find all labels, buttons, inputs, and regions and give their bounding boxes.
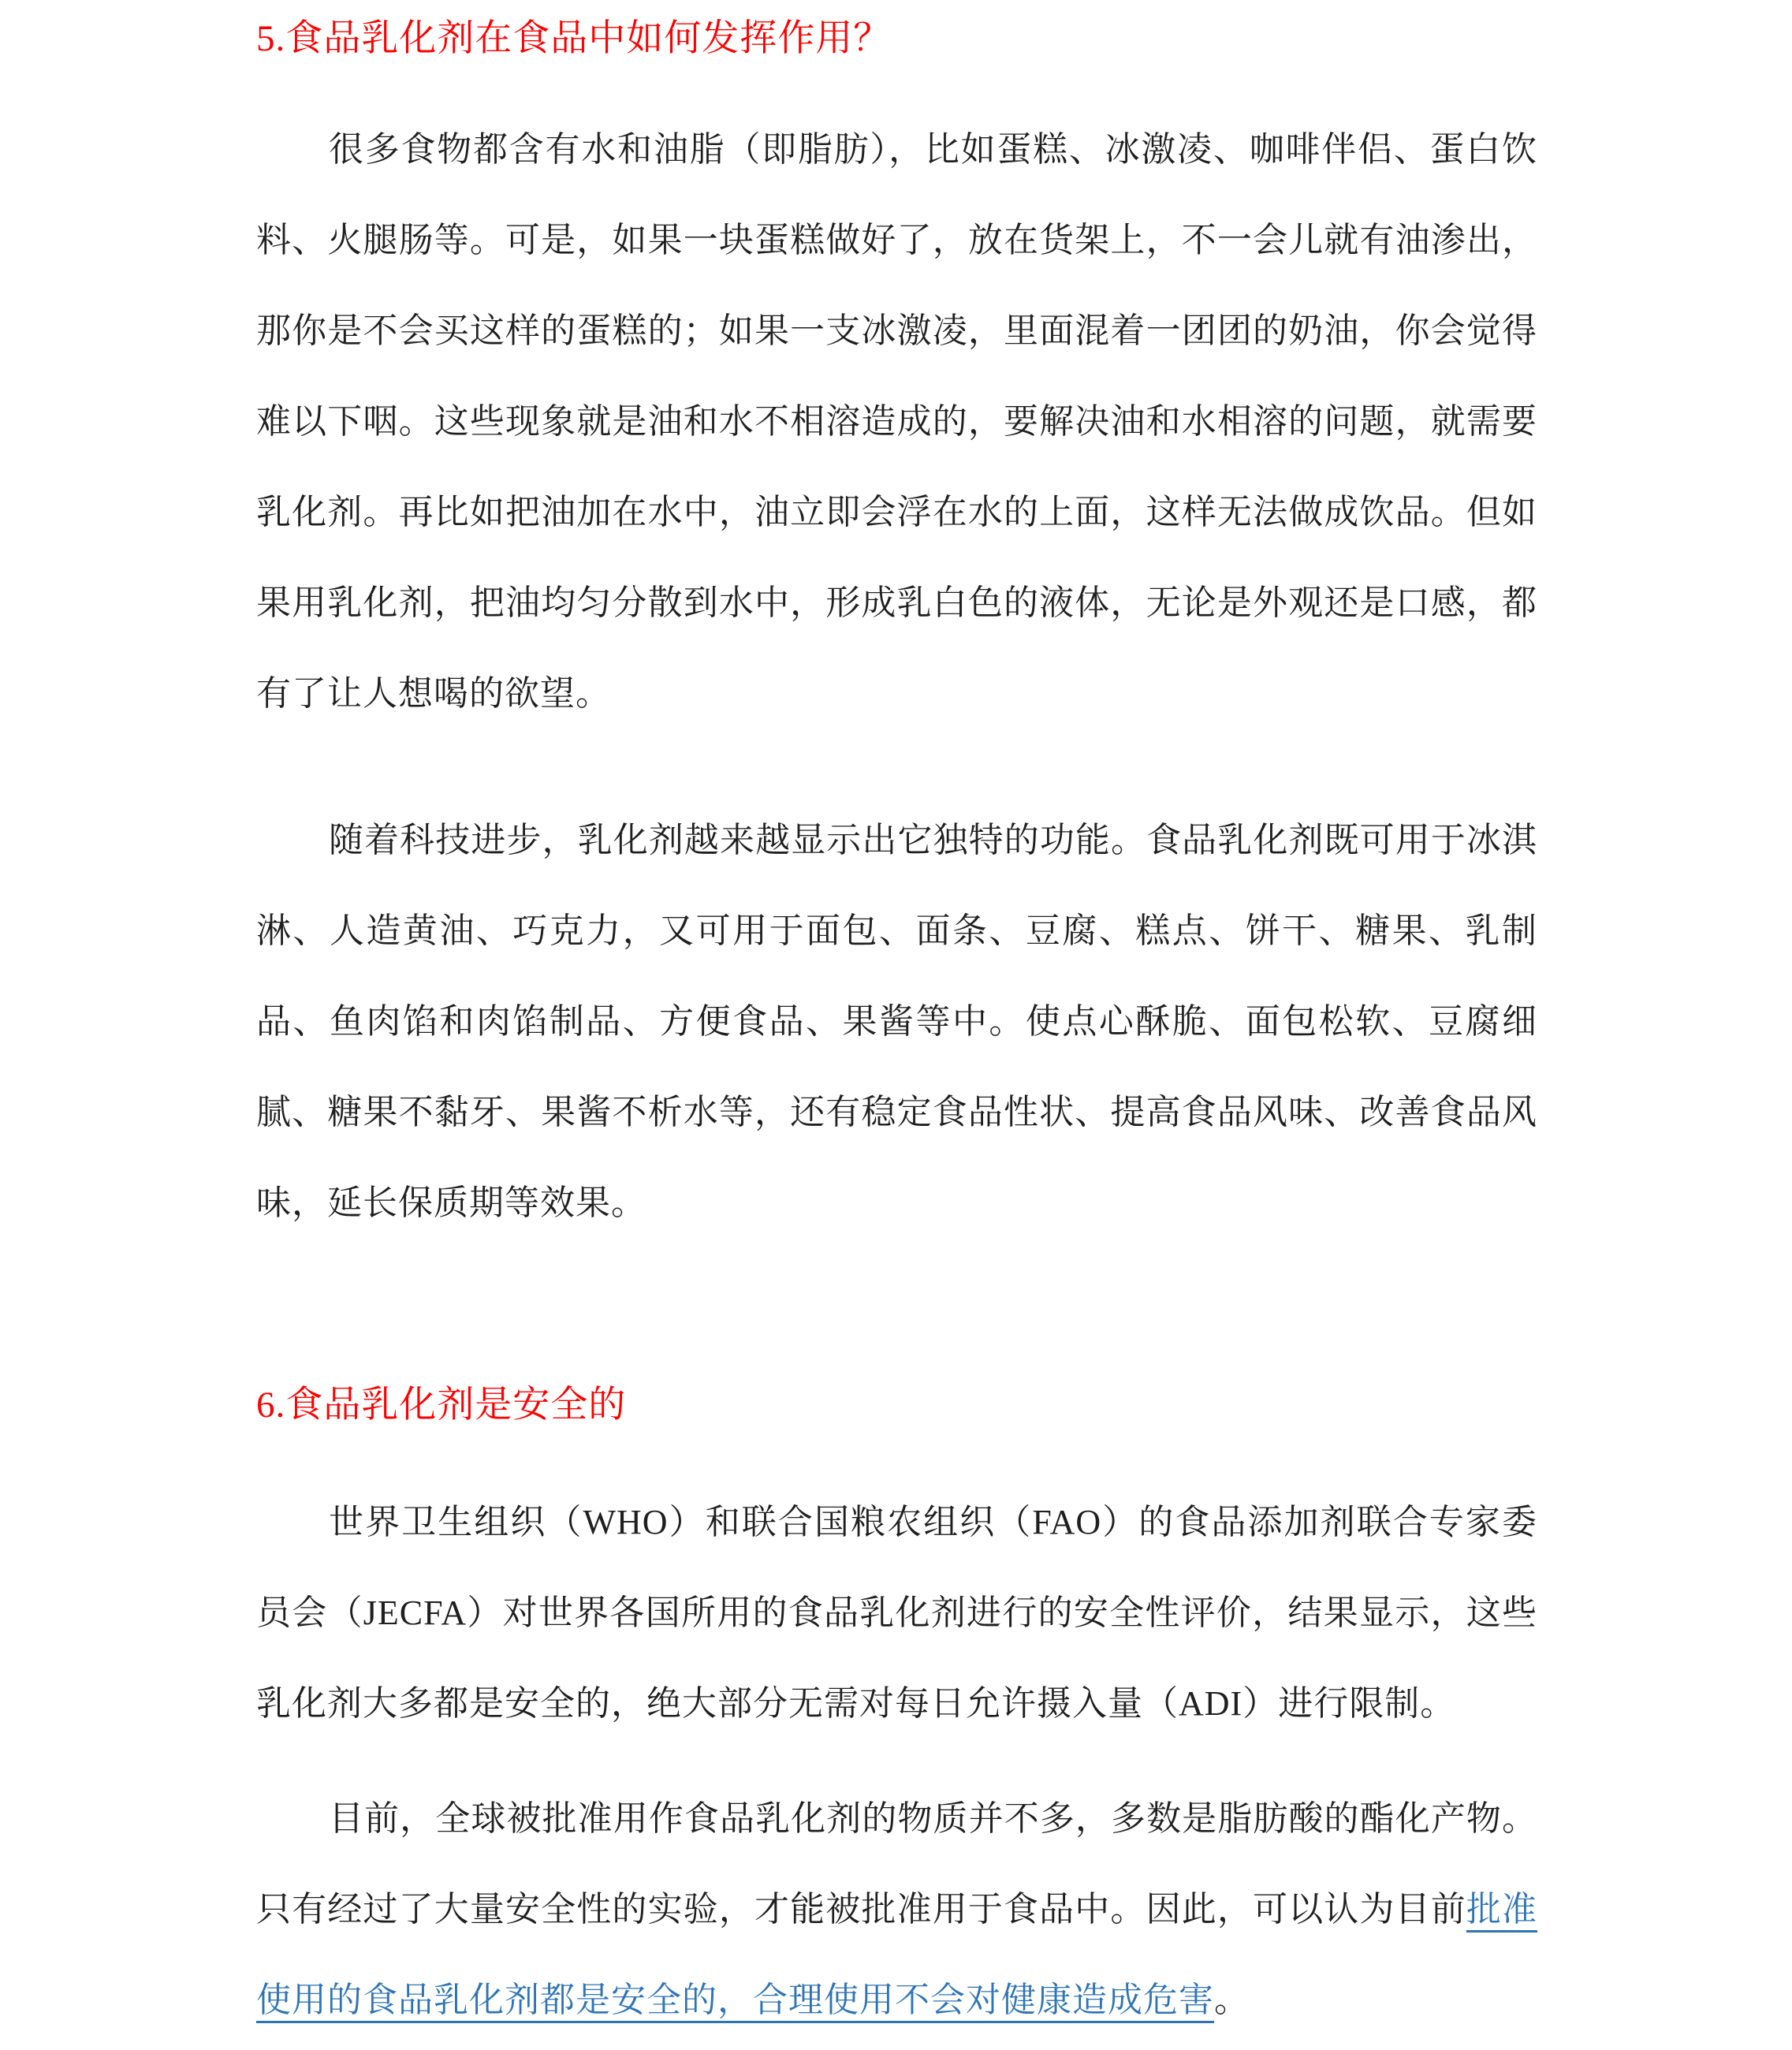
section-5-paragraph-1: 很多食物都含有水和油脂（即脂肪），比如蛋糕、冰激凌、咖啡伴侣、蛋白饮料、火腿肠等。可是，如果一块蛋糕做好了，放在货架上，不一会儿就有油渗出，那你是不会买这样的蛋糕的；如果一支冰激凌，里面混着一团团的奶油，你会觉得难以下咽。这些现象就是油和水不相溶造成的，要解决油和水相溶的问题，就需要乳化剂。再比如把油加在水中，油立即会浮在水的上面，这样无法做成饮品。但如果用乳化剂，把油均匀分散到水中，形成乳白色的液体，无论是外观还是口感，都有了让人想喝的欲望。: [256, 130, 1537, 713]
section-6-paragraph-2-period: 。: [1214, 1981, 1250, 2019]
section-6-paragraph-2: [256, 1773, 1537, 2045]
section-5-heading: 5.食品乳化剂在食品中如何发挥作用？: [256, 18, 892, 59]
section-6-paragraph-2-text: 目前，全球被批准用作食品乳化剂的物质并不多，多数是脂肪酸的酯化产物。只有经过了大量安全性的实验，才能被批准用于食品中。因此，可以认为目前: [256, 1799, 1537, 1929]
section-5-paragraph-2: 随着科技进步，乳化剂越来越显示出它独特的功能。食品乳化剂既可用于冰淇淋、人造黄油、巧克力，又可用于面包、面条、豆腐、糕点、饼干、糖果、乳制品、鱼肉馅和肉馅制品、方便食品、果酱等中。使点心酥脆、面包松软、豆腐细腻、糖果不黏牙、果酱不析水等，还有稳定食品性状、提高食品风味、改善食品风味，延长保质期等效果。: [256, 821, 1537, 1222]
section-6-paragraph-1: 世界卫生组织（WHO）和联合国粮农组织（FAO）的食品添加剂联合专家委员会（JECFA）对世界各国所用的食品乳化剂进行的安全性评价，结果显示，这些乳化剂大多都是安全的，绝大部分无需对每日允许摄入量（ADI）进行限制。: [256, 1503, 1537, 1723]
approved-emulsifiers-safe-link[interactable]: 批准使用的食品乳化剂都是安全的，合理使用不会对健康造成危害: [256, 1890, 1538, 2019]
section-6-heading: 6.食品乳化剂是安全的: [256, 1385, 627, 1426]
